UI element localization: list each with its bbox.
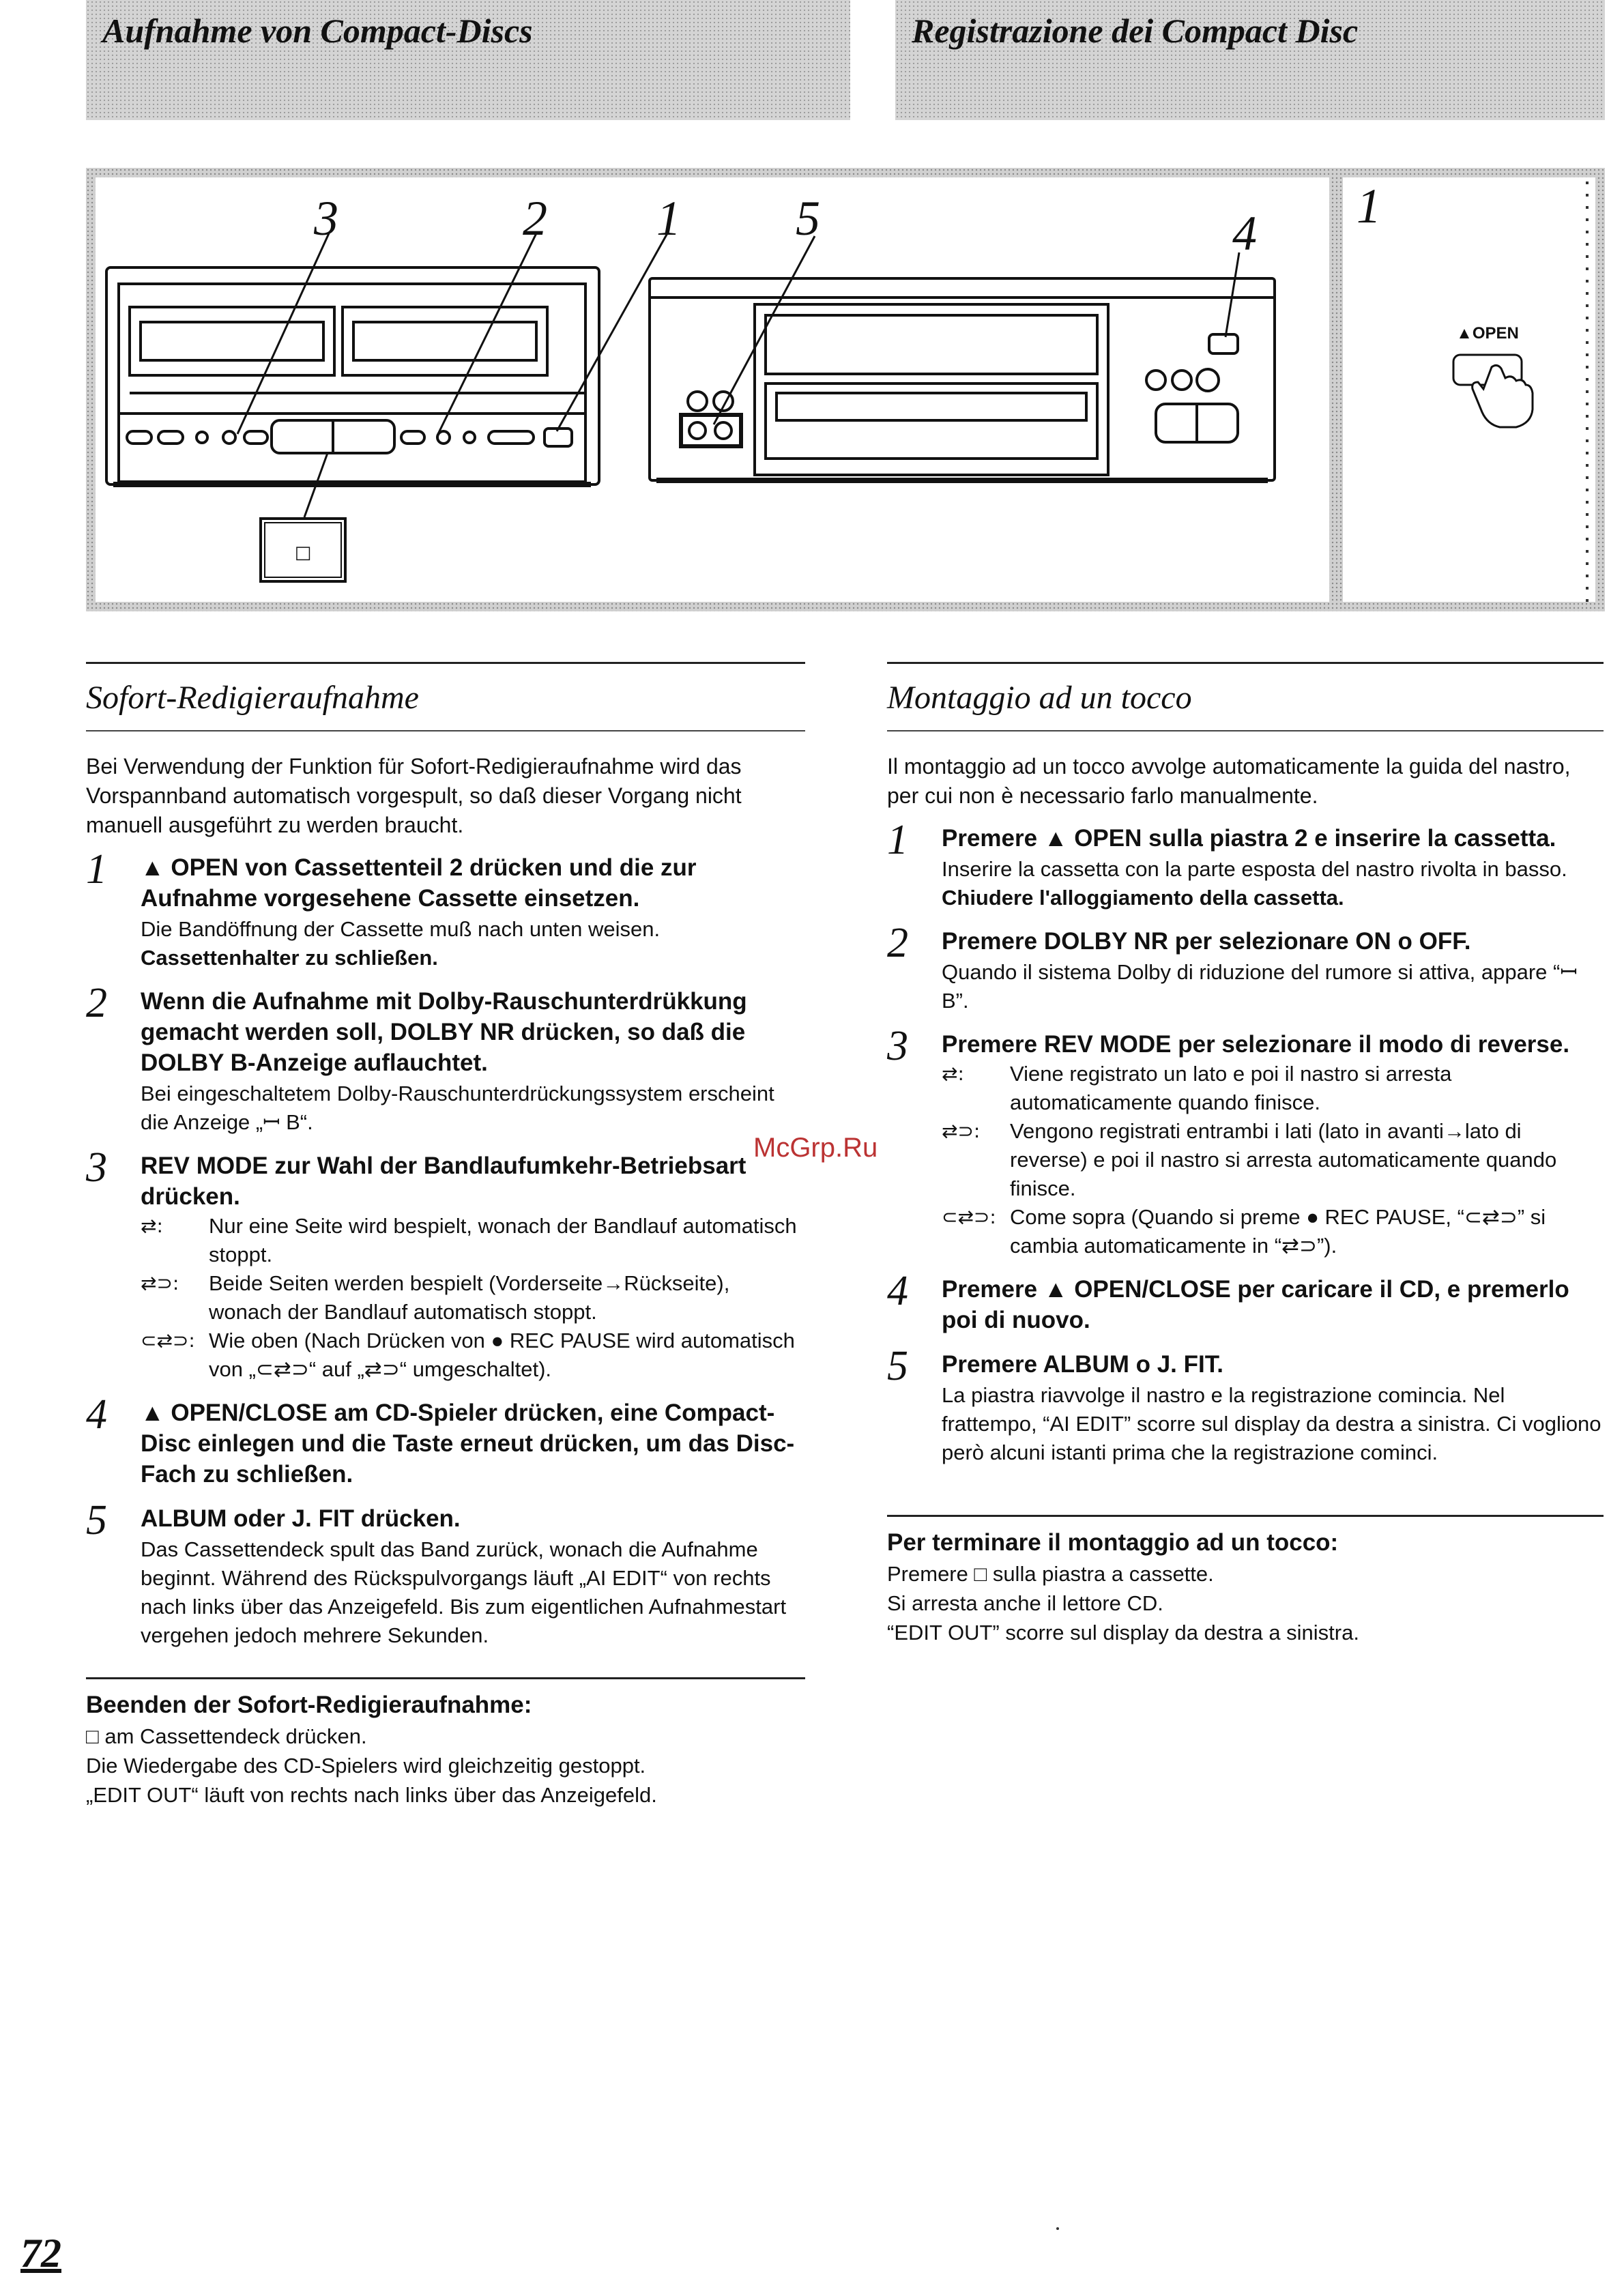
- step-note: Cassettenhalter zu schließen.: [141, 946, 438, 970]
- end-title-de: Beenden der Sofort-Redigieraufnahme:: [86, 1692, 532, 1718]
- device-illustration: [86, 168, 1605, 611]
- section-rule-bottom-de: [86, 730, 805, 731]
- stop-symbol: □: [294, 542, 312, 563]
- step-it-2: [887, 920, 1604, 1015]
- stop-button-inset: [261, 519, 345, 581]
- section-title-de: Sofort-Redigieraufnahme: [86, 680, 419, 716]
- callout-4: 4: [1232, 206, 1257, 261]
- page-title-it: Registrazione dei Compact Disc: [912, 12, 1359, 50]
- mode-text: Nur eine Seite wird bespielt, wonach der Bandlauf automatisch stoppt.: [209, 1214, 797, 1266]
- step-de-3: [86, 1144, 805, 1384]
- step-note: Chiudere l'alloggiamento della cassetta.: [942, 886, 1344, 910]
- step-number: 2: [86, 980, 107, 1026]
- step-body: Quando il sistema Dolby di riduzione del rumore si attiva, appare “ꟷ B”.: [942, 960, 1578, 1013]
- figure-inset-panel: [1343, 177, 1595, 602]
- step-body: Inserire la cassetta con la parte esposta del nastro rivolta in basso.: [942, 857, 1567, 881]
- step-number: 4: [887, 1268, 908, 1314]
- rev-continuous-icon: ⊂⇄⊃:: [141, 1329, 195, 1352]
- step-heading: Premere ▲ OPEN sulla piastra 2 e inserire la cassetta.: [942, 825, 1556, 852]
- rev-one-side-icon: ⇄:: [942, 1062, 964, 1085]
- end-rule-it: [887, 1515, 1604, 1517]
- step-number: 3: [86, 1144, 107, 1191]
- page-number: 72: [20, 2231, 61, 2276]
- rev-mode-continuous: [141, 1327, 805, 1384]
- end-line: Premere □ sulla piastra a cassette.: [887, 1562, 1214, 1586]
- open-label: ▲OPEN: [1456, 324, 1519, 343]
- step-body: La piastra riavvolge il nastro e la registrazione comincia. Nel frattempo, “AI EDIT” scorre sul display da destra a sinistra. Ci vogliono però alcuni istanti prima che la registrazione cominci.: [942, 1383, 1601, 1464]
- step-heading: Premere ▲ OPEN/CLOSE per caricare il CD, e premerlo poi di nuovo.: [942, 1276, 1569, 1333]
- inset-callout-1: 1: [1357, 179, 1381, 233]
- rev-mode-continuous: [942, 1203, 1604, 1260]
- watermark-link[interactable]: McGrp.Ru: [753, 1133, 878, 1163]
- section-rule-top-it: [887, 662, 1604, 664]
- rev-one-side-icon: ⇄:: [141, 1215, 163, 1237]
- rev-continuous-icon: ⊂⇄⊃:: [942, 1206, 996, 1228]
- step-number: 1: [887, 817, 908, 863]
- step-it-1: [887, 817, 1604, 912]
- rev-mode-both-sides: [141, 1269, 805, 1327]
- section-rule-bottom-it: [887, 730, 1604, 731]
- step-de-1: [86, 846, 805, 972]
- rev-mode-both-sides: [942, 1117, 1604, 1203]
- callout-3: 3: [314, 191, 338, 246]
- step-heading: Premere REV MODE per selezionare il modo di reverse.: [942, 1031, 1570, 1058]
- column-it: [887, 662, 1604, 1647]
- callout-1: 1: [656, 191, 681, 246]
- page-title-de: Aufnahme von Compact-Discs: [102, 12, 533, 50]
- step-de-4: [86, 1391, 805, 1490]
- step-number: 3: [887, 1023, 908, 1069]
- end-line: „EDIT OUT“ läuft von rechts nach links über das Anzeigefeld.: [86, 1783, 657, 1807]
- step-de-2: [86, 980, 805, 1137]
- step-body: Bei eingeschaltetem Dolby-Rauschunterdrückungssystem erscheint die Anzeige „ꟷ B“.: [141, 1082, 774, 1134]
- step-heading: ▲ OPEN von Cassettenteil 2 drücken und die zur Aufnahme vorgesehene Cassette einsetzen.: [141, 854, 697, 912]
- column-de: [86, 662, 805, 1810]
- step-it-4: [887, 1268, 1604, 1335]
- step-number: 1: [86, 846, 107, 893]
- step-number: 4: [86, 1391, 107, 1438]
- step-heading: REV MODE zur Wahl der Bandlaufumkehr-Betriebsart drücken.: [141, 1153, 746, 1210]
- callout-2: 2: [523, 191, 547, 246]
- end-rule-de: [86, 1677, 805, 1679]
- rev-both-sides-icon: ⇄⊃:: [942, 1120, 981, 1142]
- step-it-5: [887, 1343, 1604, 1467]
- mode-text: Viene registrato un lato e poi il nastro si arresta automaticamente quando finisce.: [1010, 1062, 1452, 1114]
- stray-dot: [1056, 2227, 1059, 2230]
- callout-5: 5: [796, 191, 820, 246]
- end-title-it: Per terminare il montaggio ad un tocco:: [887, 1529, 1339, 1556]
- step-de-5: [86, 1497, 805, 1650]
- step-body: Die Bandöffnung der Cassette muß nach unten weisen.: [141, 917, 661, 941]
- step-it-3: [887, 1023, 1604, 1260]
- end-line: Die Wiedergabe des CD-Spielers wird gleichzeitig gestoppt.: [86, 1754, 646, 1778]
- mode-text: Wie oben (Nach Drücken von ● REC PAUSE wird automatisch von „⊂⇄⊃“ auf „⇄⊃“ umgeschaltet).: [209, 1329, 795, 1381]
- end-line: “EDIT OUT” scorre sul display da destra a sinistra.: [887, 1621, 1359, 1644]
- step-number: 2: [887, 920, 908, 966]
- mode-text: Vengono registrati entrambi i lati (lato in avanti→lato di reverse) e poi il nastro si arresta automaticamente quando finisce.: [1010, 1119, 1557, 1200]
- step-heading: Wenn die Aufnahme mit Dolby-Rauschunterdrükkung gemacht werden soll, DOLBY NR drücken, so daß die DOLBY B-Anzeige auflauchtet.: [141, 988, 747, 1076]
- rev-both-sides-icon: ⇄⊃:: [141, 1272, 179, 1294]
- step-number: 5: [887, 1343, 908, 1389]
- end-line: Si arresta anche il lettore CD.: [887, 1591, 1163, 1615]
- section-title-it: Montaggio ad un tocco: [887, 680, 1192, 716]
- mode-text: Come sopra (Quando si preme ● REC PAUSE, “⊂⇄⊃” si cambia automaticamente in “⇄⊃”).: [1010, 1205, 1546, 1258]
- mode-text: Beide Seiten werden bespielt (Vorderseite→Rückseite), wonach der Bandlauf automatisch stoppt.: [209, 1271, 730, 1324]
- device-illustration-svg: [86, 168, 1605, 611]
- step-heading: ALBUM oder J. FIT drücken.: [141, 1505, 461, 1532]
- step-heading: ▲ OPEN/CLOSE am CD-Spieler drücken, eine Compact-Disc einlegen und die Taste erneut drücken, um das Disc-Fach zu schließen.: [141, 1400, 795, 1488]
- step-number: 5: [86, 1497, 107, 1543]
- step-heading: Premere ALBUM o J. FIT.: [942, 1351, 1223, 1378]
- step-heading: Premere DOLBY NR per selezionare ON o OFF.: [942, 928, 1471, 955]
- header-left-band: [86, 0, 850, 120]
- section-rule-top-de: [86, 662, 805, 664]
- header-right-band: [895, 0, 1605, 120]
- rev-mode-one-side: [942, 1060, 1604, 1117]
- intro-de: Bei Verwendung der Funktion für Sofort-Redigieraufnahme wird das Vorspannband automatisch vorgespult, so daß dieser Vorgang nicht manuell ausgeführt zu werden braucht.: [86, 754, 742, 837]
- step-body: Das Cassettendeck spult das Band zurück, wonach die Aufnahme beginnt. Während des Rückspulvorgangs läuft „AI EDIT“ von rechts nach links über das Anzeigefeld. Bis zum eigentlichen Aufnahmestart vergehen jedoch mehrere Sekunden.: [141, 1537, 787, 1647]
- end-line: □ am Cassettendeck drücken.: [86, 1724, 367, 1748]
- intro-it: Il montaggio ad un tocco avvolge automaticamente la guida del nastro, per cui non è necessario farlo manualmente.: [887, 754, 1571, 808]
- rev-mode-one-side: [141, 1212, 805, 1269]
